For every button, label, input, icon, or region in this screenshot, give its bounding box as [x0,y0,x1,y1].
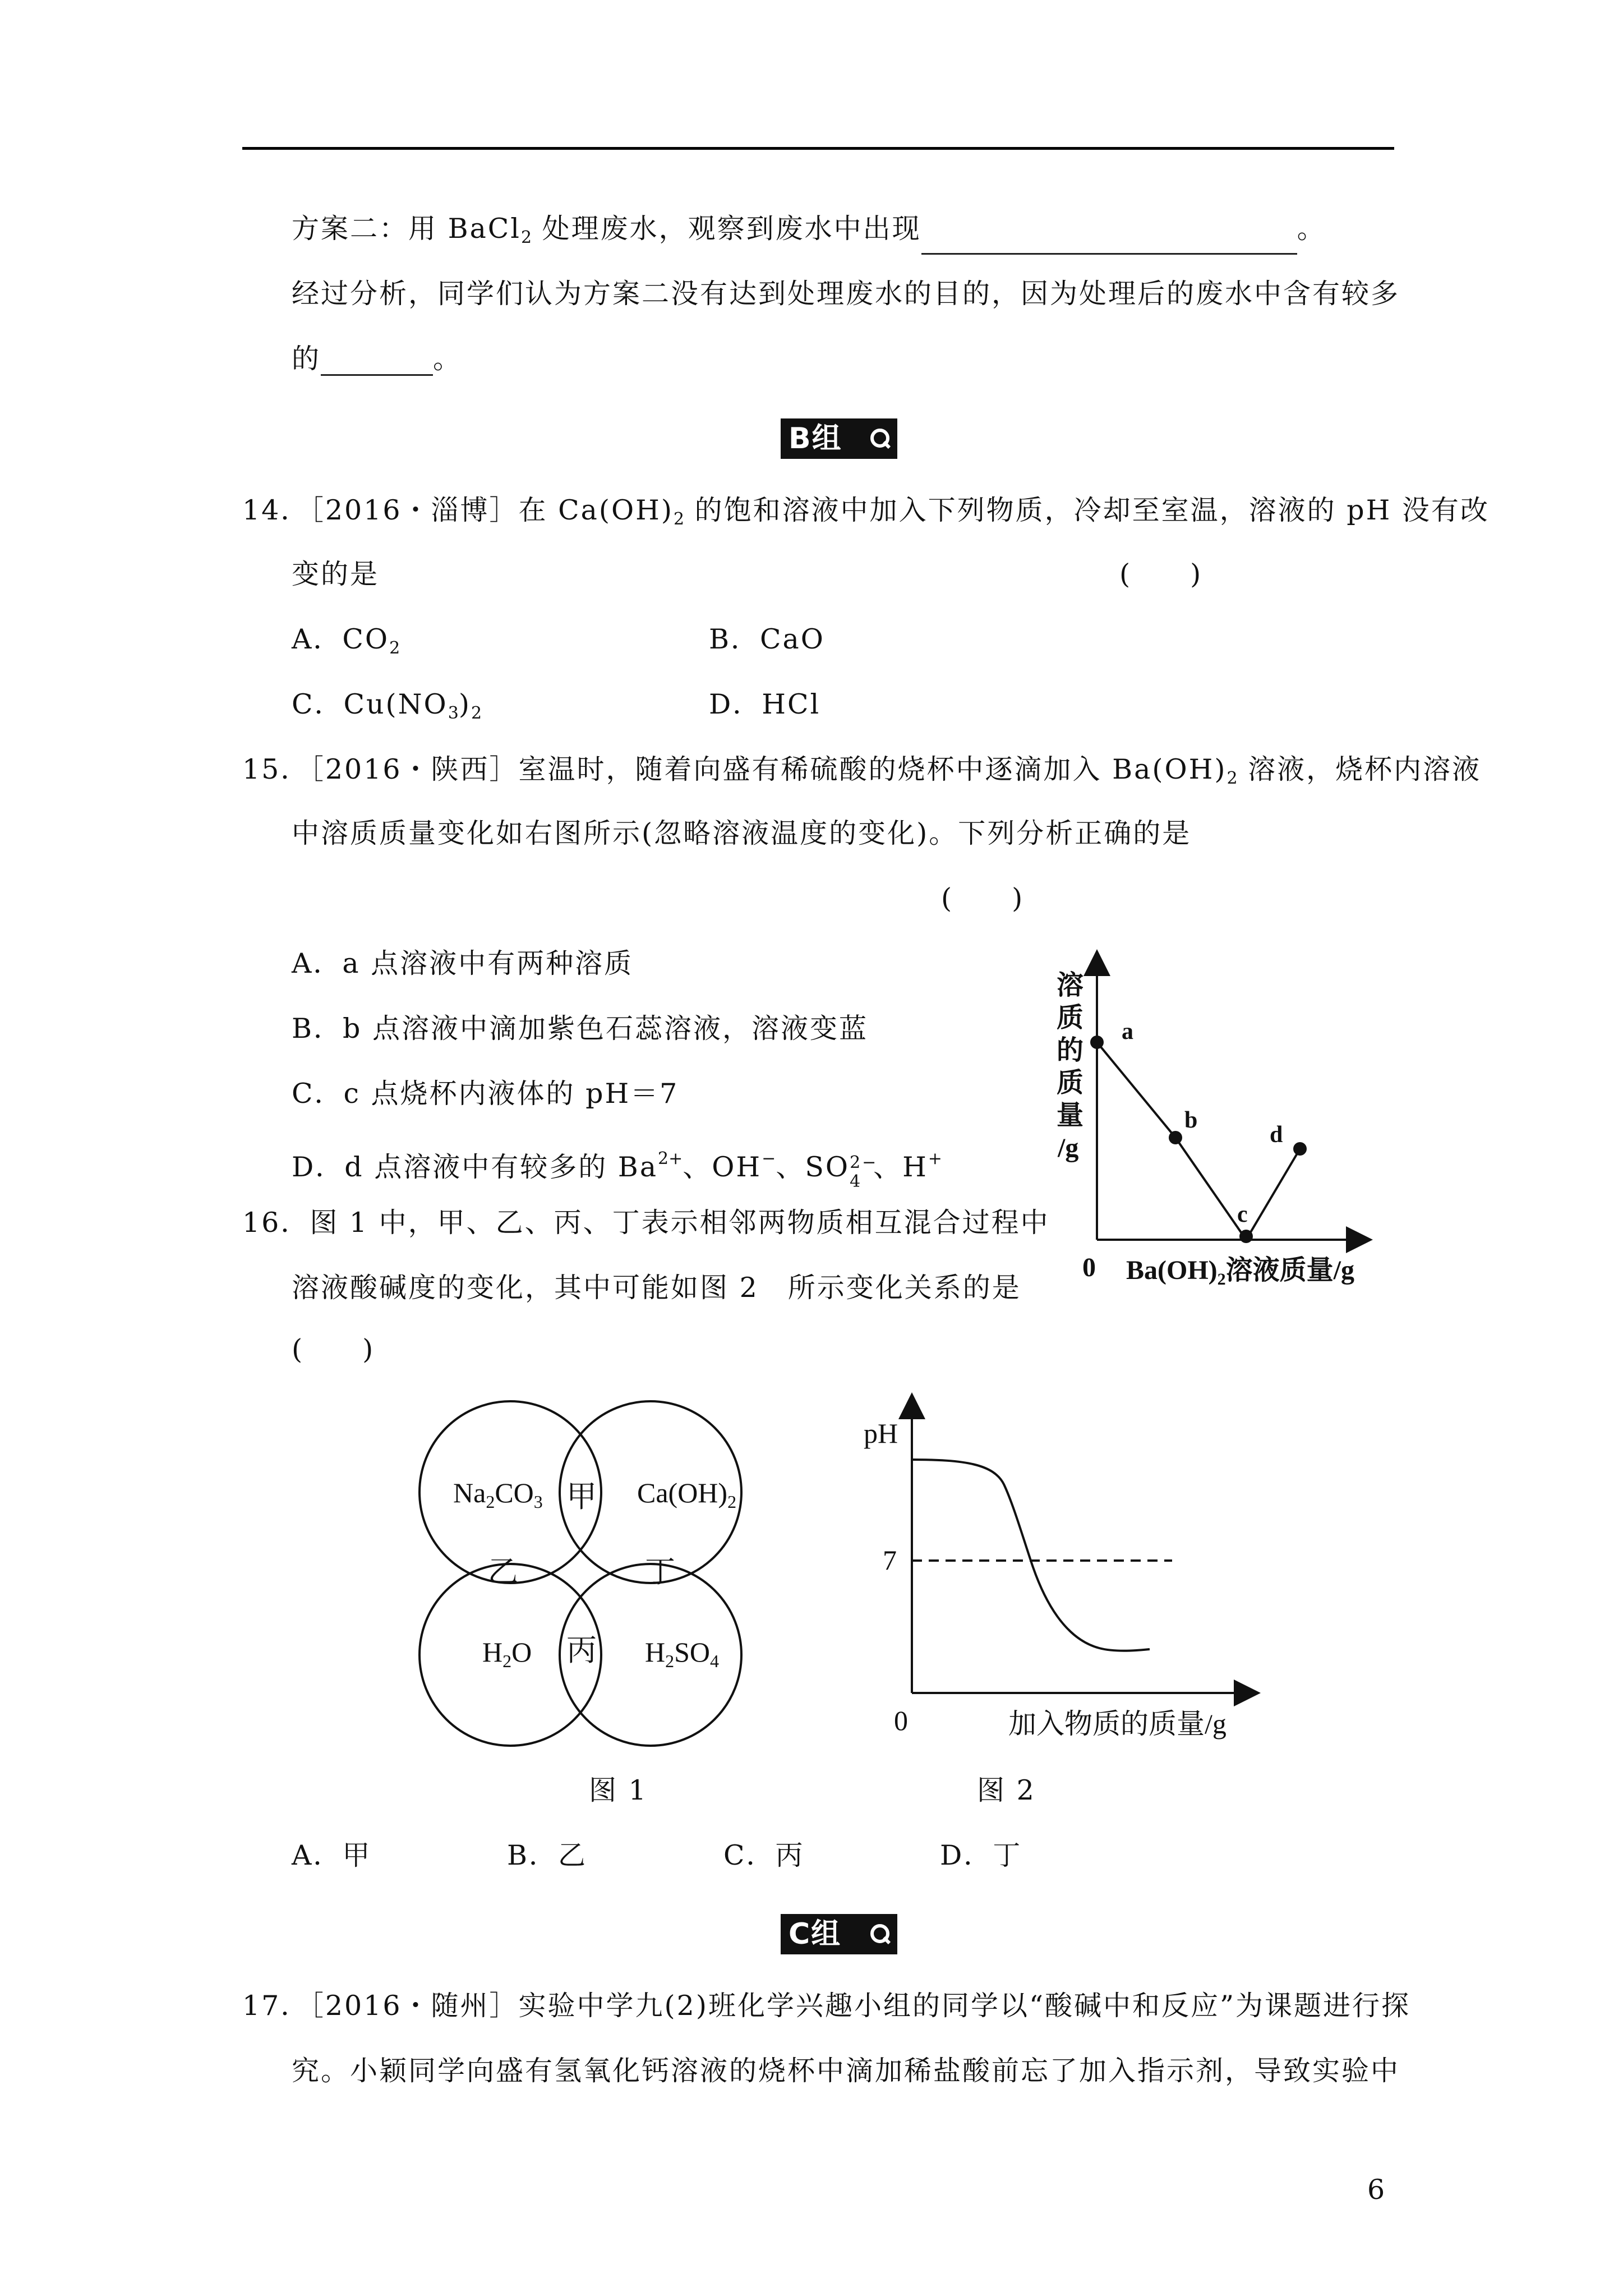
y-label-char: 质 [1057,1003,1084,1033]
group-c-badge: C组 [781,1914,897,1954]
page-number: 6 [1367,2174,1387,2206]
q14-stem-line-1: 14．［2016・淄博］在 $Ca(OH)_2$ 的饱和溶液中加入下列物质，冷却至室温，溶液的 pH 没有改 [242,494,1490,529]
point-b [1169,1131,1182,1144]
y-label-char: 量 [1057,1101,1084,1130]
magnifier-icon [870,1924,889,1943]
q16-option-a[interactable]: A．甲 [292,1839,372,1871]
answer-blank[interactable] [321,346,433,376]
label-jia: 甲 [566,1480,597,1513]
label-h2so4: $H_2SO_4$ [645,1636,720,1671]
analysis-line-2: 的 。 [292,343,463,375]
analysis-line-1: 经过分析，同学们认为方案二没有达到处理废水的目的，因为处理后的废水中含有较多 [292,278,1400,310]
q17-stem-line-1: 17．［2016・随州］实验中学九(2)班化学兴趣小组的同学以“酸碱中和反应”为课题进行探 [242,1990,1411,2022]
q15-option-d[interactable]: D．d 点溶液中有较多的 $Ba^{2+}$、OH−、SO 2− 4 、H+ [292,1149,942,1191]
point-a [1090,1036,1104,1049]
q15-option-c[interactable]: C．c 点烧杯内液体的 pH＝7 [292,1078,679,1110]
solute-mass-chart [1043,948,1385,1285]
point-label-b: b [1184,1107,1198,1133]
answer-blank[interactable] [921,225,1297,255]
q16-stem-line-2: 溶液酸碱度的变化，其中可能如图 2 所示变化关系的是 [292,1272,1021,1304]
point-label-d: d [1270,1122,1283,1148]
magnifier-icon [870,429,889,448]
figure1-caption: 图 1 [589,1774,648,1806]
q16-answer-paren[interactable]: ( ) [292,1333,375,1365]
y-label-char: 溶 [1057,970,1084,1000]
label-bing: 丙 [566,1634,597,1667]
plan2-line: 方案二：用 BaCl$_2$ 处理废水，观察到废水中出现 。 [292,212,1326,255]
q14-answer-paren[interactable]: ( ) [1119,558,1203,590]
point-d [1293,1142,1307,1156]
x-axis-label: 加入物质的质量/g [1008,1708,1227,1740]
y-label-char: 质 [1057,1068,1084,1098]
q16-stem-line-1: 16．图 1 中，甲、乙、丙、丁表示相邻两物质相互混合过程中 [242,1207,1050,1239]
ph7-tick-label: 7 [883,1544,897,1576]
label-ding: 丁 [645,1555,675,1589]
label-na2co3: $Na_2CO_3$ [453,1477,543,1512]
q16-option-b[interactable]: B．乙 [507,1839,588,1871]
group-b-badge: B组 [781,418,897,459]
x-axis-label: $Ba(OH)_2$溶液质量/g [1126,1255,1354,1285]
y-label-char: 的 [1057,1036,1084,1065]
q14-option-a[interactable]: A．$CO_2$ [292,623,400,658]
ph-curve-chart [847,1386,1273,1756]
q17-stem-line-2: 究。小颖同学向盛有氢氧化钙溶液的烧杯中滴加稀盐酸前忘了加入指示剂，导致实验中 [292,2055,1400,2087]
origin-label: 0 [894,1705,908,1736]
q15-answer-paren[interactable]: ( ) [941,882,1025,914]
q15-stem-line-2: 中溶质质量变化如右图所示(忽略溶液温度的变化)。下列分析正确的是 [292,817,1192,849]
q16-option-c[interactable]: C．丙 [723,1839,805,1871]
point-c [1239,1230,1253,1243]
point-label-c: c [1237,1202,1248,1227]
q15-option-a[interactable]: A．a 点溶液中有两种溶质 [292,947,634,979]
q14-option-c[interactable]: C．$Cu(NO_3)_2$ [292,688,482,723]
origin-label: 0 [1082,1253,1096,1282]
y-label-char: /g [1058,1133,1079,1163]
q15-option-b[interactable]: B．b 点溶液中滴加紫色石蕊溶液，溶液变蓝 [292,1013,868,1045]
four-circles-diagram [415,1397,774,1756]
q14-option-d[interactable]: D．HCl [709,688,821,720]
y-axis-label: pH [864,1418,898,1449]
q15-stem-line-1: 15．［2016・陕西］室温时，随着向盛有稀硫酸的烧杯中逐滴加入 $Ba(OH)_2$ 溶液，烧杯内溶液 [242,753,1482,788]
figure2-caption: 图 2 [977,1774,1036,1806]
header-rule [242,147,1394,150]
point-label-a: a [1122,1019,1133,1045]
label-yi: 乙 [488,1555,518,1589]
q14-stem-line-2: 变的是 [292,558,380,590]
q14-option-b[interactable]: B．CaO [709,623,825,655]
q16-option-d[interactable]: D．丁 [940,1839,1022,1871]
ph-curve [912,1460,1150,1651]
label-caoh2: $Ca(OH)_2$ [637,1477,737,1512]
label-h2o: $H_2O$ [482,1636,532,1671]
